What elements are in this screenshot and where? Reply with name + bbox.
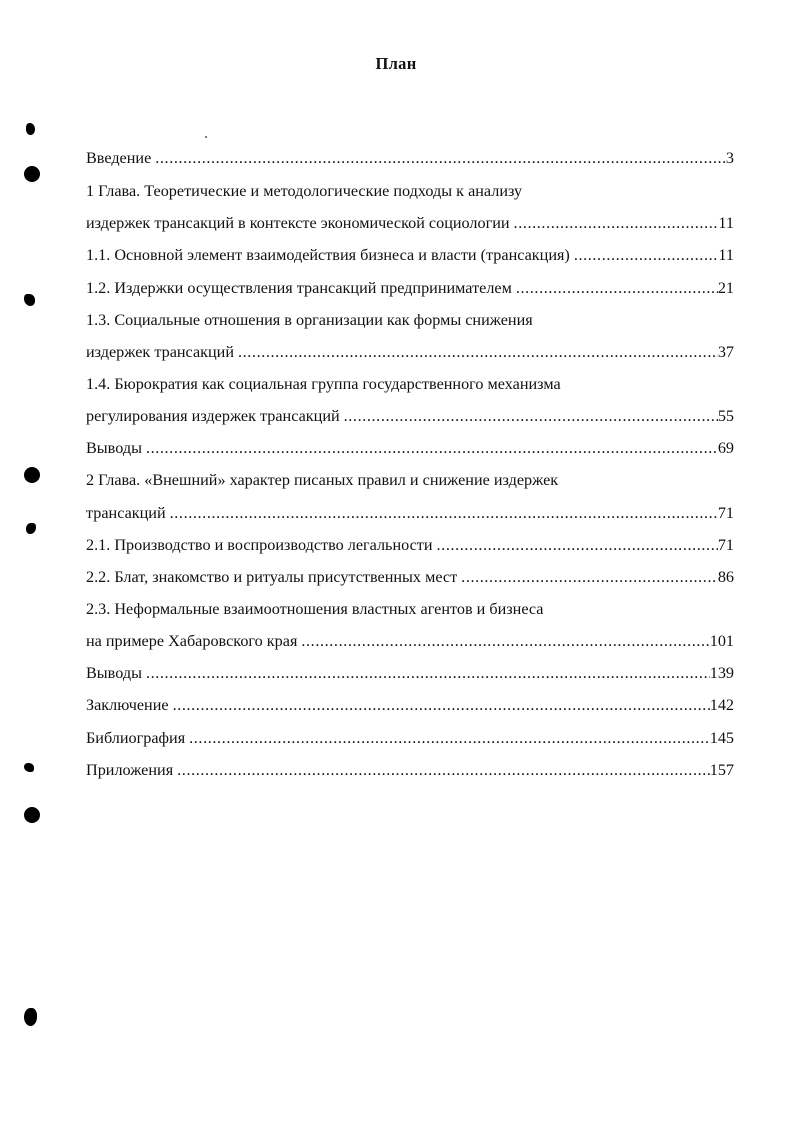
- toc-leader-dots: [514, 211, 719, 235]
- toc-leader-dots: [155, 146, 726, 170]
- toc-entry-title: регулирования издержек трансакций: [86, 407, 340, 425]
- toc-entry-title: 2.3. Неформальные взаимоотношения властных агентов и бизнеса: [86, 600, 544, 618]
- toc-entry-title: Заключение: [86, 696, 169, 714]
- toc-entry-title: 2.2. Блат, знакомство и ритуалы присутственных мест: [86, 568, 458, 586]
- toc-entry: [86, 179, 734, 203]
- toc-entry: [86, 661, 734, 685]
- toc-entry-page: 71: [717, 504, 734, 522]
- toc-leader-dots: [344, 404, 718, 428]
- toc-entry-title: 1.3. Социальные отношения в организации как формы снижения: [86, 311, 533, 329]
- toc-entry: [86, 693, 734, 717]
- toc-entry-title: 2.1. Производство и воспроизводство легальности: [86, 536, 433, 554]
- staple-mark: [24, 763, 34, 772]
- toc-entry-page: 11: [718, 246, 734, 264]
- page-title: План: [375, 54, 417, 73]
- toc-entry: [86, 468, 734, 492]
- toc-entry-title: 1.4. Бюрократия как социальная группа государственного механизма: [86, 375, 561, 393]
- toc-entry-title: Библиография: [86, 729, 186, 747]
- toc-entry-page: 21: [717, 279, 734, 297]
- toc-leader-dots: [146, 661, 710, 685]
- toc-entry-title: трансакций: [86, 504, 166, 522]
- toc-entry-page: 145: [709, 729, 734, 747]
- staple-mark: [24, 294, 35, 306]
- toc-entry-title: издержек трансакций в контексте экономической социологии: [86, 214, 510, 232]
- scan-speck: [205, 136, 207, 138]
- toc-leader-dots: [301, 629, 709, 653]
- toc-leader-dots: [189, 726, 710, 750]
- toc-entry: [86, 597, 734, 621]
- toc-entry: [86, 436, 734, 460]
- toc-entry-page: 142: [709, 696, 734, 714]
- toc-entry: [86, 758, 734, 782]
- punch-hole: [24, 467, 40, 483]
- toc-entry-page: 101: [709, 632, 734, 650]
- toc-entry-title: на примере Хабаровского края: [86, 632, 298, 650]
- toc-entry-title: Приложения: [86, 761, 174, 779]
- toc-entry-title: издержек трансакций: [86, 343, 234, 361]
- toc-entry-title: Выводы: [86, 664, 142, 682]
- toc-entry: [86, 533, 734, 557]
- toc-entry: [86, 276, 734, 300]
- toc-entry-page: 139: [709, 664, 734, 682]
- toc-entry-title: 2 Глава. «Внешний» характер писаных правил и снижение издержек: [86, 471, 559, 489]
- toc-leader-dots: [146, 436, 718, 460]
- toc-entry-page: 3: [725, 149, 734, 167]
- staple-mark: [24, 1008, 37, 1026]
- toc-entry-title: 1 Глава. Теоретические и методологические подходы к анализу: [86, 182, 523, 200]
- staple-mark: [26, 123, 35, 135]
- toc-entry: [86, 726, 734, 750]
- toc-leader-dots: [170, 501, 718, 525]
- toc-entry: [86, 146, 734, 170]
- toc-leader-dots: [173, 693, 710, 717]
- toc-leader-dots: [238, 340, 718, 364]
- toc-entry: [86, 629, 734, 653]
- toc-entry: [86, 565, 734, 589]
- toc-entry-page: 11: [718, 214, 734, 232]
- toc-entry-page: 71: [717, 536, 734, 554]
- toc-leader-dots: [461, 565, 718, 589]
- toc-entry-page: 86: [717, 568, 734, 586]
- toc-entry-page: 55: [717, 407, 734, 425]
- toc-entry: [86, 243, 734, 267]
- toc-entry: [86, 340, 734, 364]
- toc-entry: [86, 308, 734, 332]
- punch-hole: [24, 807, 40, 823]
- toc-entry-title: 1.2. Издержки осуществления трансакций предпринимателем: [86, 279, 512, 297]
- toc-entry: [86, 404, 734, 428]
- toc-entry-page: 69: [717, 439, 734, 457]
- toc-entry-page: 37: [717, 343, 734, 361]
- toc-entry: [86, 211, 734, 235]
- toc-entry-page: 157: [709, 761, 734, 779]
- toc-entry: [86, 372, 734, 396]
- toc-leader-dots: [177, 758, 710, 782]
- toc-leader-dots: [516, 276, 718, 300]
- toc-entry: [86, 501, 734, 525]
- toc-entry-title: 1.1. Основной элемент взаимодействия бизнеса и власти (трансакция): [86, 246, 570, 264]
- punch-hole: [24, 166, 40, 182]
- toc-leader-dots: [574, 243, 719, 267]
- toc-entry-title: Выводы: [86, 439, 142, 457]
- toc-entry-title: Введение: [86, 149, 152, 167]
- staple-mark: [26, 523, 36, 534]
- toc-leader-dots: [437, 533, 718, 557]
